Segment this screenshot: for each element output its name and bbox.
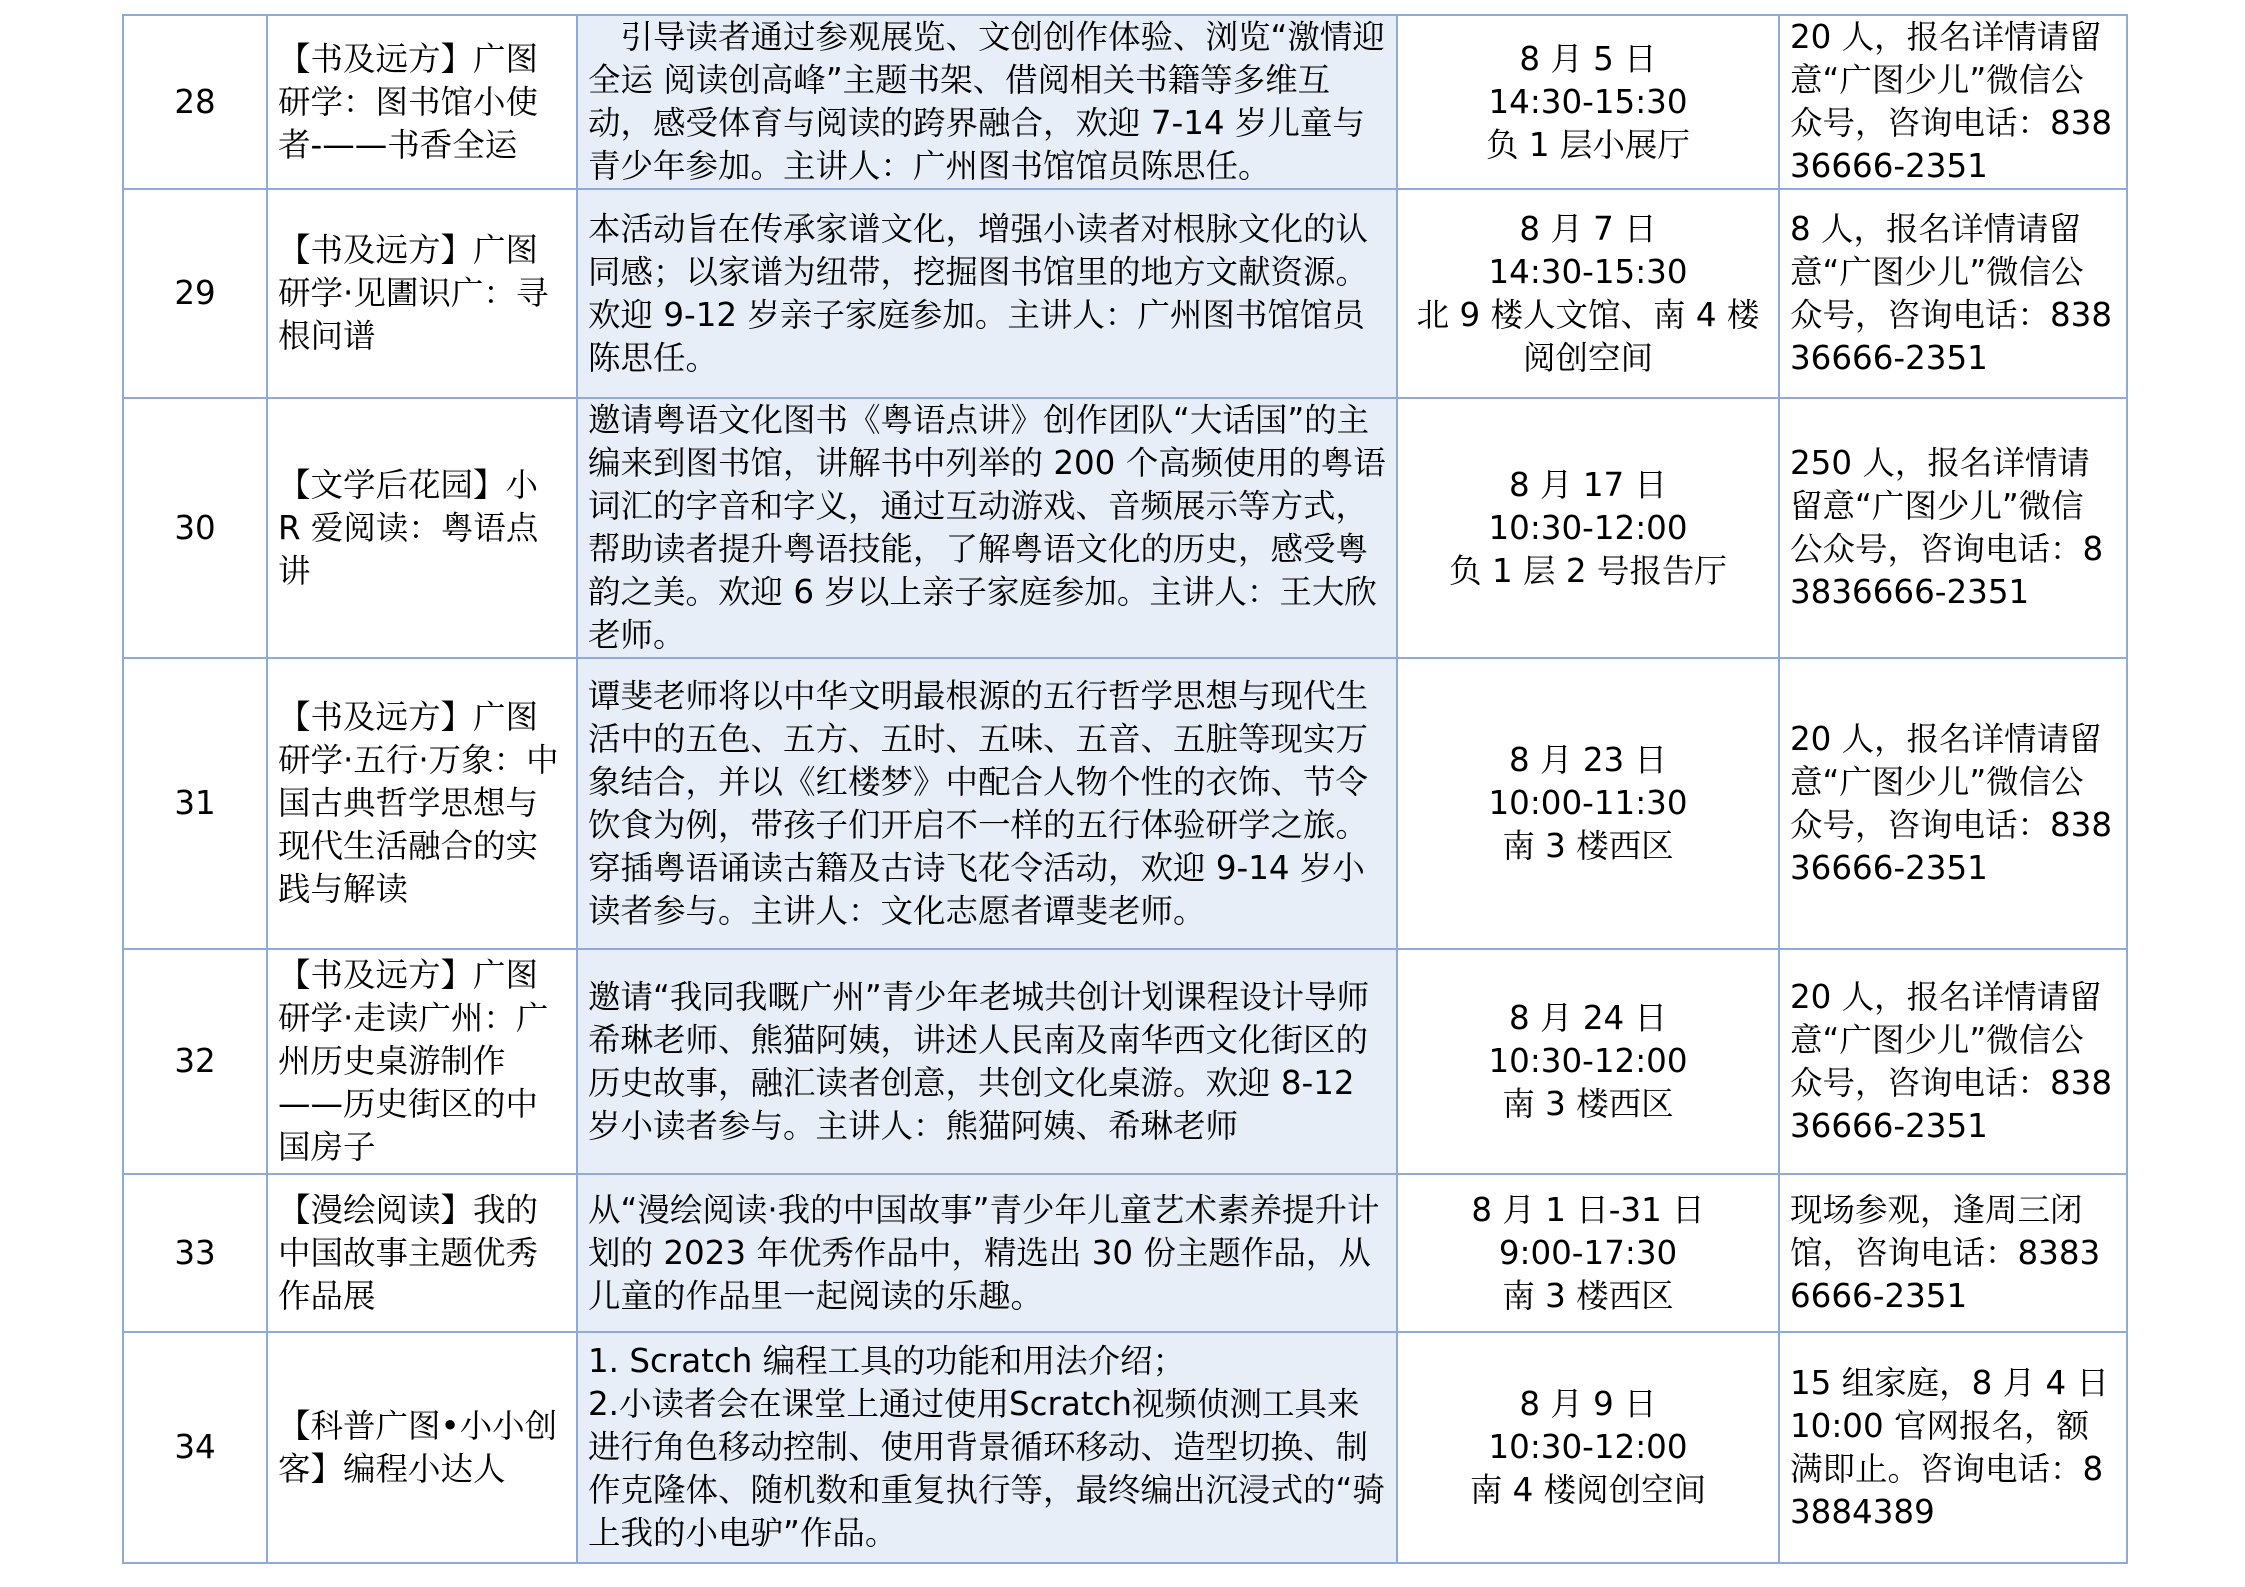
- activity-time-place: [1397, 1332, 1779, 1563]
- activity-date: 8 月 7 日: [1519, 209, 1657, 248]
- activity-venue: 南 3 楼西区: [1502, 1276, 1674, 1315]
- activity-date: 8 月 9 日: [1519, 1385, 1657, 1423]
- row-number: 34: [123, 1332, 267, 1563]
- activity-date: 8 月 23 日: [1508, 741, 1668, 779]
- description-line-1: 1. Scratch 编程工具的功能和用法介绍；: [588, 1342, 1186, 1380]
- table-row: [123, 15, 2127, 189]
- activity-time-place: [1397, 658, 1779, 949]
- table-row: [123, 1174, 2127, 1332]
- activity-name: 【书及远方】广图研学·见圕识广：寻根问谱: [267, 189, 577, 398]
- activity-description: [577, 1332, 1397, 1563]
- activity-date: 8 月 1 日-31 日: [1471, 1190, 1705, 1229]
- activity-name: 【书及远方】广图研学·五行·万象：中国古典哲学思想与现代生活融合的实践与解读: [267, 658, 577, 949]
- activity-venue: 负 1 层小展厅: [1486, 125, 1690, 164]
- activity-venue: 南 4 楼阅创空间: [1469, 1471, 1707, 1509]
- activity-date: 8 月 17 日: [1508, 465, 1668, 504]
- activity-hours: 10:30-12:00: [1488, 508, 1688, 547]
- row-number: 33: [123, 1174, 267, 1332]
- activity-registration: 15 组家庭，8 月 4 日 10:00 官网报名，额满即止。咨询电话：83884389: [1779, 1332, 2127, 1563]
- activity-name: 【文学后花园】小 R 爱阅读：粤语点讲: [267, 398, 577, 658]
- table-row: [123, 949, 2127, 1174]
- activity-registration: 8 人，报名详情请留意“广图少儿”微信公众号，咨询电话：83836666-2351: [1779, 189, 2127, 398]
- row-number: 30: [123, 398, 267, 658]
- activity-hours: 14:30-15:30: [1488, 82, 1688, 121]
- description-line-2: 2.小读者会在课堂上通过使用Scratch视频侦测工具来进行角色移动控制、使用背景循环移动、造型切换、制作克隆体、随机数和重复执行等，最终编出沉浸式的“骑上我的小电驴”作品。: [588, 1385, 1385, 1552]
- activity-description: 邀请“我同我嘅广州”青少年老城共创计划课程设计导师希琳老师、熊猫阿姨，讲述人民南及南华西文化街区的历史故事，融汇读者创意，共创文化桌游。欢迎 8-12 岁小读者参与。主讲人：熊猫阿姨、希琳老师: [577, 949, 1397, 1174]
- row-number: 31: [123, 658, 267, 949]
- row-number: 28: [123, 15, 267, 189]
- table-row: [123, 189, 2127, 398]
- activity-registration: 现场参观，逢周三闭馆，咨询电话：83836666-2351: [1779, 1174, 2127, 1332]
- activity-description: 谭斐老师将以中华文明最根源的五行哲学思想与现代生活中的五色、五方、五时、五味、五音、五脏等现实万象结合，并以《红楼梦》中配合人物个性的衣饰、节令饮食为例，带孩子们开启不一样的五行体验研学之旅。穿插粤语诵读古籍及古诗飞花令活动，欢迎 9-14 岁小读者参与。主讲人：文化志愿者谭斐老师。: [577, 658, 1397, 949]
- activity-hours: 10:00-11:30: [1488, 784, 1688, 822]
- activity-registration: 20 人，报名详情请留意“广图少儿”微信公众号，咨询电话：83836666-2351: [1779, 15, 2127, 189]
- activity-date: 8 月 5 日: [1519, 39, 1657, 78]
- activity-time-place: [1397, 1174, 1779, 1332]
- activity-venue: 负 1 层 2 号报告厅: [1449, 551, 1727, 590]
- activity-description: 邀请粤语文化图书《粤语点讲》创作团队“大话国”的主编来到图书馆，讲解书中列举的 200 个高频使用的粤语词汇的字音和字义，通过互动游戏、音频展示等方式，帮助读者提升粤语技能，了解粤语文化的历史，感受粤韵之美。欢迎 6 岁以上亲子家庭参加。主讲人：王大欣老师。: [577, 398, 1397, 658]
- activity-table: [122, 14, 2128, 1564]
- activity-name: 【漫绘阅读】我的中国故事主题优秀作品展: [267, 1174, 577, 1332]
- activity-date: 8 月 24 日: [1508, 999, 1668, 1037]
- activity-hours: 10:30-12:00: [1488, 1042, 1688, 1080]
- row-number: 29: [123, 189, 267, 398]
- activity-venue: 南 3 楼西区: [1502, 1085, 1674, 1123]
- table-row: [123, 658, 2127, 949]
- table-row: [123, 398, 2127, 658]
- activity-description: 从“漫绘阅读·我的中国故事”青少年儿童艺术素养提升计划的 2023 年优秀作品中，精选出 30 份主题作品，从儿童的作品里一起阅读的乐趣。: [577, 1174, 1397, 1332]
- activity-hours: 9:00-17:30: [1498, 1233, 1678, 1272]
- activity-description: 引导读者通过参观展览、文创创作体验、浏览“激情迎全运 阅读创高峰”主题书架、借阅相关书籍等多维互动，感受体育与阅读的跨界融合，欢迎 7-14 岁儿童与青少年参加。主讲人：广州图书馆馆员陈思任。: [577, 15, 1397, 189]
- activity-time-place: [1397, 398, 1779, 658]
- activity-time-place: [1397, 15, 1779, 189]
- activity-name: 【书及远方】广图研学：图书馆小使者-——书香全运: [267, 15, 577, 189]
- activity-time-place: [1397, 949, 1779, 1174]
- activity-registration: 20 人，报名详情请留意“广图少儿”微信公众号，咨询电话：83836666-2351: [1779, 658, 2127, 949]
- activity-venue: 南 3 楼西区: [1502, 827, 1674, 865]
- activity-name: 【科普广图•小小创客】编程小达人: [267, 1332, 577, 1563]
- table-row: [123, 1332, 2127, 1563]
- activity-registration: 250 人，报名详情请留意“广图少儿”微信公众号，咨询电话：83836666-2351: [1779, 398, 2127, 658]
- activity-venue: 北 9 楼人文馆、南 4 楼阅创空间: [1416, 295, 1760, 377]
- activity-name: 【书及远方】广图研学·走读广州：广州历史桌游制作——历史街区的中国房子: [267, 949, 577, 1174]
- activity-description: 本活动旨在传承家谱文化，增强小读者对根脉文化的认同感；以家谱为纽带，挖掘图书馆里的地方文献资源。欢迎 9-12 岁亲子家庭参加。主讲人：广州图书馆馆员陈思任。: [577, 189, 1397, 398]
- activity-hours: 10:30-12:00: [1488, 1428, 1688, 1466]
- activity-hours: 14:30-15:30: [1488, 252, 1688, 291]
- row-number: 32: [123, 949, 267, 1174]
- activity-registration: 20 人，报名详情请留意“广图少儿”微信公众号，咨询电话：83836666-2351: [1779, 949, 2127, 1174]
- activity-time-place: [1397, 189, 1779, 398]
